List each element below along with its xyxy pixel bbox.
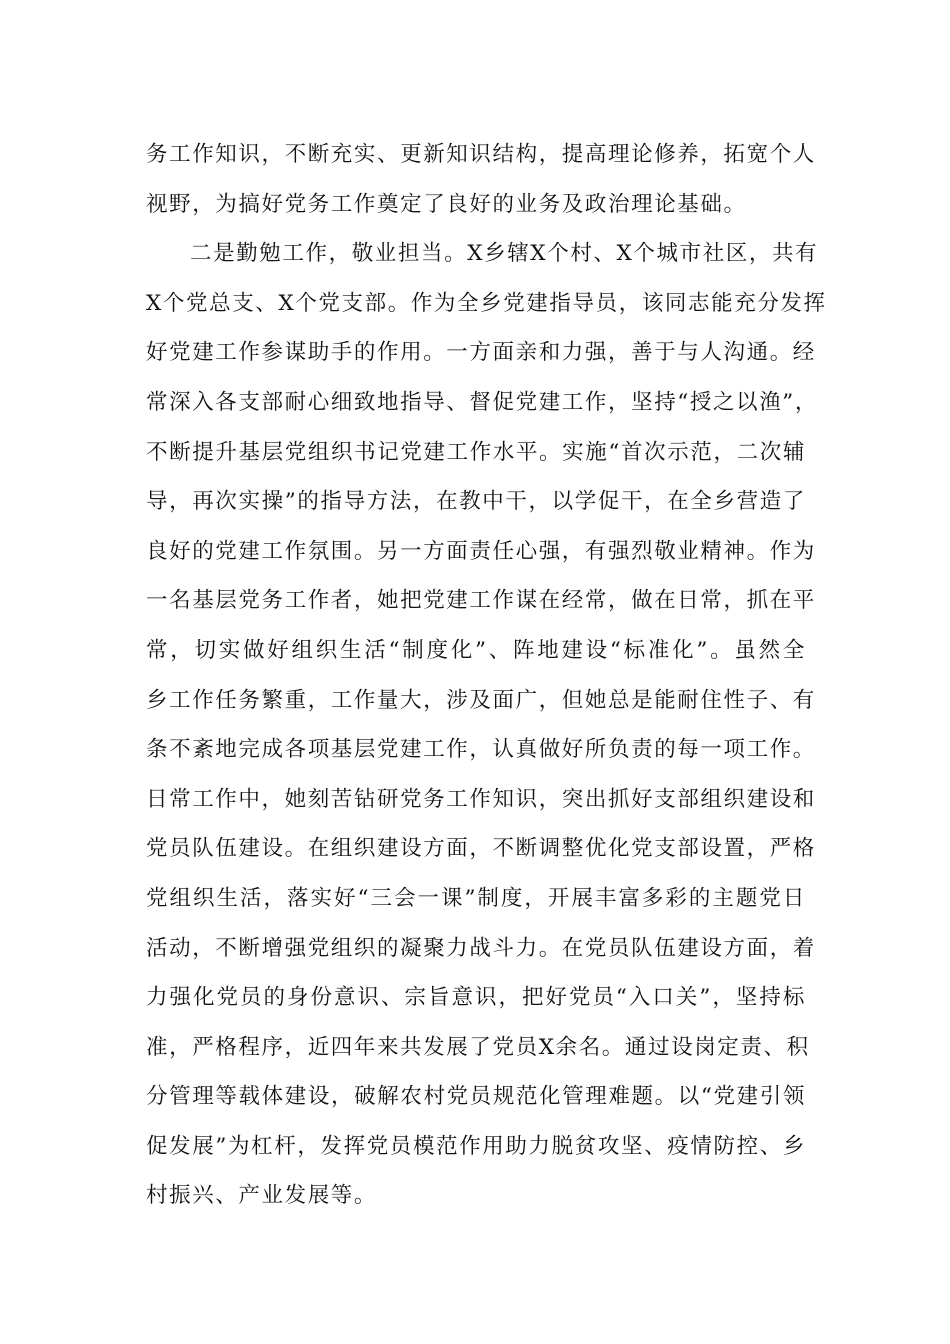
- text-line: 日常工作中，她刻苦钻研党务工作知识，突出抓好支部组织建设和: [146, 786, 816, 812]
- text-line: 条不紊地完成各项基层党建工作，认真做好所负责的每一项工作。: [146, 737, 816, 763]
- text-line: 党员队伍建设。在组织建设方面，不断调整优化党支部设置，严格: [146, 836, 816, 862]
- text-line: X个党总支、X个党支部。作为全乡党建指导员，该同志能充分发挥: [146, 290, 827, 316]
- text-line: 务工作知识，不断充实、更新知识结构，提高理论修养，拓宽个人: [146, 142, 816, 167]
- text-line: 力强化党员的身份意识、宗旨意识，把好党员“入口关”，坚持标: [146, 985, 806, 1011]
- text-line: 视野，为搞好党务工作奠定了良好的业务及政治理论基础。: [146, 191, 747, 217]
- text-line: 村振兴、产业发展等。: [146, 1183, 378, 1209]
- text-line: 良好的党建工作氛围。另一方面责任心强，有强烈敬业精神。作为: [146, 538, 816, 564]
- body-text: [146, 130, 827, 1221]
- text-line: 乡工作任务繁重，工作量大，涉及面广，但她总是能耐住性子、有: [146, 687, 816, 713]
- text-line: 好党建工作参谋助手的作用。一方面亲和力强，善于与人沟通。经: [146, 340, 816, 366]
- text-line: 常，切实做好组织生活“制度化”、阵地建设“标准化”。虽然全: [146, 637, 806, 663]
- text-line: 党组织生活，落实好“三会一课”制度，开展丰富多彩的主题党日: [146, 885, 806, 911]
- text-line: 一名基层党务工作者，她把党建工作谋在经常，做在日常，抓在平: [146, 588, 816, 614]
- text-line: 不断提升基层党组织书记党建工作水平。实施“首次示范，二次辅: [146, 439, 806, 465]
- text-line: 分管理等载体建设，破解农村党员规范化管理难题。以“党建引领: [146, 1084, 806, 1110]
- text-line: 二是勤勉工作，敬业担当。X乡辖X个村、X个城市社区，共有: [190, 241, 819, 267]
- text-line: 准，严格程序，近四年来共发展了党员X余名。通过设岗定责、积: [146, 1034, 810, 1060]
- text-line: 促发展”为杠杆，发挥党员模范作用助力脱贫攻坚、疫情防控、乡: [146, 1133, 806, 1159]
- text-line: 导，再次实操”的指导方法，在教中干，以学促干，在全乡营造了: [146, 489, 806, 515]
- text-line: 常深入各支部耐心细致地指导、督促党建工作，坚持“授之以渔”，: [146, 389, 818, 415]
- text-line: 活动，不断增强党组织的凝聚力战斗力。在党员队伍建设方面，着: [146, 935, 816, 961]
